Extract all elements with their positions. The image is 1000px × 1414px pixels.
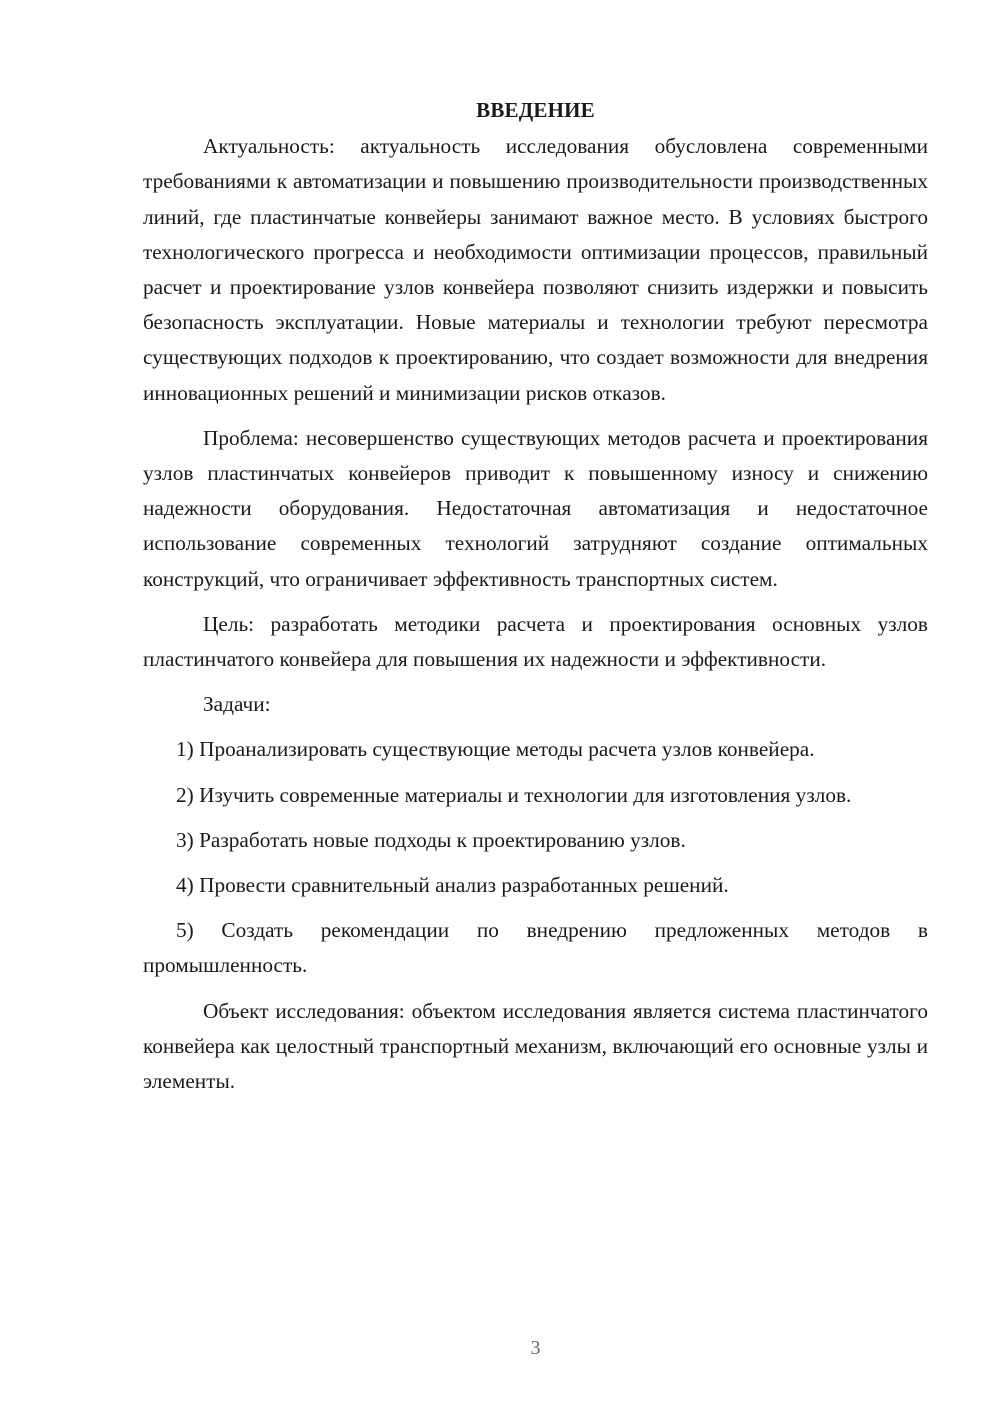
section-title: ВВЕДЕНИЕ xyxy=(476,98,595,122)
document-page xyxy=(143,93,928,1099)
page-number: 3 xyxy=(530,1337,541,1359)
paragraph-tasks-heading: Задачи: xyxy=(203,692,271,717)
task-item-3: 3) Разработать новые подходы к проектированию узлов. xyxy=(176,827,686,852)
task-item-1: 1) Проанализировать существующие методы расчета узлов конвейера. xyxy=(176,737,815,762)
task-item-5: 5) Создать рекомендации по внедрению предложенных методов в промышленность. xyxy=(143,918,928,978)
task-item-2: 2) Изучить современные материалы и технологии для изготовления узлов. xyxy=(176,782,852,807)
paragraph-relevance: Актуальность: актуальность исследования обусловлена современными требованиями к автоматизации и повышению производительности производственных линий, где пластинчатые конвейеры занимают важное место. В условиях быстрого технологического прогресса и необходимости оптимизации процессов, правильный расчет и проектирование узлов конвейера позволяют снизить издержки и повысить безопасность эксплуатации. Новые материалы и технологии требуют пересмотра существующих подходов к проектированию, что создает возможности для внедрения инновационных решений и минимизации рисков отказов. xyxy=(143,134,928,405)
paragraph-object: Объект исследования: объектом исследования является система пластинчатого конвейера как целостный транспортный механизм, включающий его основные узлы и элементы. xyxy=(143,998,928,1094)
task-item-4: 4) Провести сравнительный анализ разработанных решений. xyxy=(176,873,729,898)
paragraph-problem: Проблема: несовершенство существующих методов расчета и проектирования узлов пластинчатых конвейеров приводит к повышенному износу и снижению надежности оборудования. Недостаточная автоматизация и недостаточное использование современных технологий затрудняют создание оптимальных конструкций, что ограничивает эффективность транспортных систем. xyxy=(143,425,928,591)
paragraph-goal: Цель: разработать методики расчета и проектирования основных узлов пластинчатого конвейера для повышения их надежности и эффективности. xyxy=(143,611,928,672)
